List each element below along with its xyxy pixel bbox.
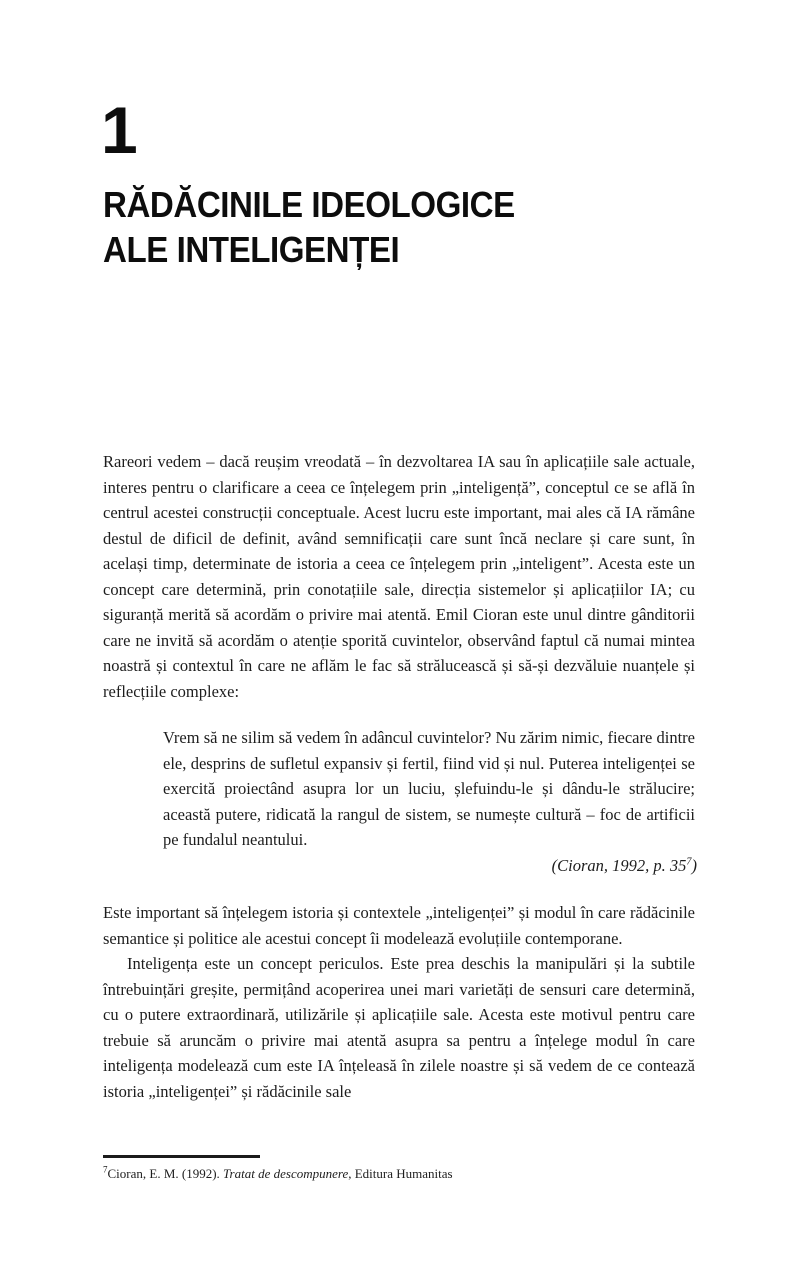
chapter-number: 1	[101, 93, 137, 167]
footnote-publisher: , Editura Humanitas	[348, 1165, 453, 1181]
footnote-area	[103, 1155, 695, 1267]
footnote-author: Cioran, E. M. (1992).	[107, 1165, 224, 1181]
citation-suffix: )	[691, 855, 697, 875]
footnote-divider-rule	[103, 1155, 260, 1158]
chapter-title-line-2: ALE INTELIGENȚEI	[103, 229, 400, 270]
quote-citation	[163, 853, 697, 879]
paragraph-dangerous-concept: Inteligența este un concept periculos. Este prea deschis la manipulări și la subtile întrebuințări greșite, permițând acoperirea unei mari varietăți de sensuri care determină, cu o putere extraordinară, utilizările și aplicațiile sale. Acesta este motivul pentru care trebuie să aruncăm o privire mai atentă asupra sa pentru a înțelege modul în care inteligența modelează cum este IA înțeleasă în zilele noastre și să vedem de ce contează istoria „inteligenței” și rădăcinile sale	[103, 954, 695, 1101]
chapter-title-line-1: RĂDĂCINILE IDEOLOGICE	[103, 184, 515, 225]
footnote	[103, 1165, 695, 1182]
body-text-column	[103, 449, 695, 1104]
paragraph-history-context: Este important să înțelegem istoria și contextele „inteligenței” și modul în care rădăcinile semantice și politice ale acestui concept îi modelează evoluțiile contemporane.	[103, 903, 695, 948]
citation-prefix: (Cioran, 1992, p. 35	[551, 855, 687, 875]
quote-text: Vrem să ne silim să vedem în adâncul cuvintelor? Nu zărim nimic, fiecare dintre ele, desprins de sufletul expansiv și fertil, fiind vid și nul. Puterea inteligenței se exercită proiectând asupra lor un luciu, șlefuindu-le și dându-le strălucire; această putere, ridicată la rangul de sistem, se numește cultură – foc de artificii pe fundalul neantului.	[163, 728, 695, 849]
footnote-marker: 7	[103, 1164, 108, 1175]
chapter-title	[103, 182, 515, 272]
citation-footnote-marker: 7	[686, 856, 692, 867]
paragraph-intro: Rareori vedem – dacă reușim vreodată – în dezvoltarea IA sau în aplicațiile sale actuale, interes pentru o clarificare a ceea ce înțelegem prin „inteligență”, conceptul ce se află în centrul acestei construcții conceptuale. Acest lucru este important, mai ales că IA rămâne destul de dificil de definit, având semnificații care sunt încă neclare și care sunt, în același timp, determinate de istoria a ceea ce înțelegem prin „inteligent”. Acesta este un concept care determină, prin conotațiile sale, direcția sistemelor și aplicațiilor IA; cu siguranță merită să acordăm o privire mai atentă. Emil Cioran este unul dintre gânditorii care ne invită să acordăm o atenție sporită cuvintelor, observând faptul că numai mintea noastră și contextul în care ne aflăm le fac să strălucească și să-și dezvăluie nuanțele și reflecțiile complexe:	[103, 452, 695, 701]
block-quote	[163, 725, 695, 878]
footnote-book-title: Tratat de descompunere	[223, 1165, 349, 1181]
